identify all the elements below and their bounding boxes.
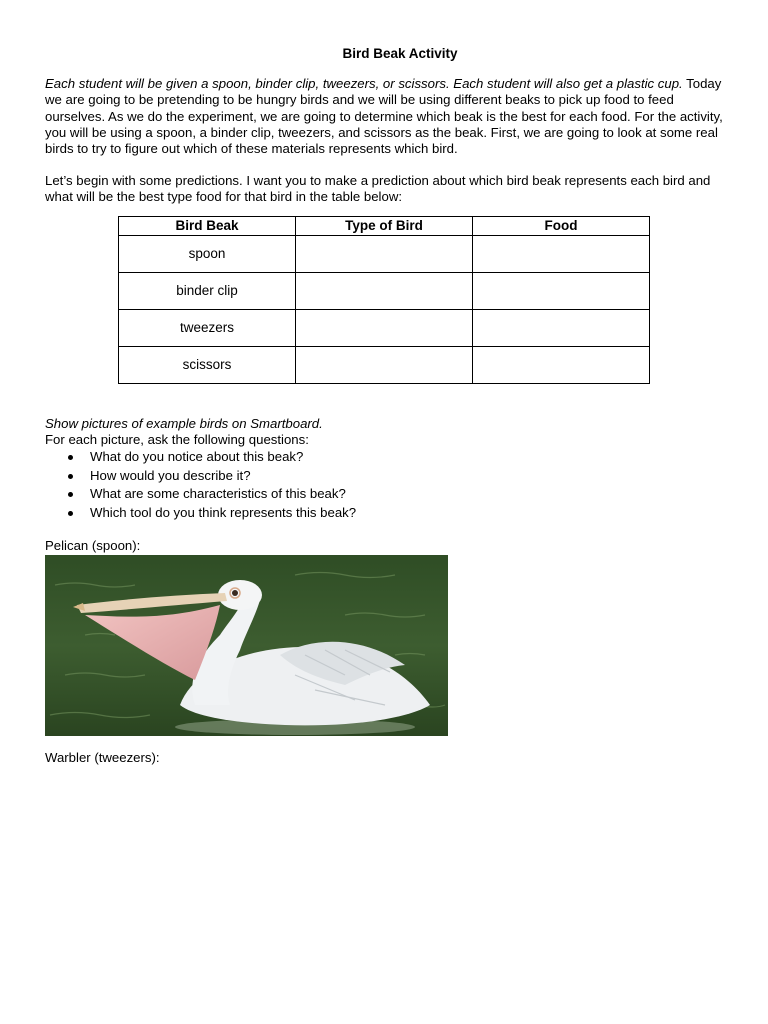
food-cell: [473, 346, 650, 383]
list-item: [90, 485, 725, 504]
question-text: Which tool do you think represents this beak?: [90, 504, 357, 520]
table-row: [119, 309, 650, 346]
document-page: [45, 46, 725, 766]
table-row: [119, 272, 650, 309]
beak-cell: tweezers: [119, 309, 296, 346]
list-item: [90, 467, 725, 486]
table-header-row: [119, 216, 650, 235]
list-item: [90, 504, 725, 523]
bullet-icon: [68, 511, 73, 516]
bullet-icon: [68, 492, 73, 497]
header-type-of-bird: Type of Bird: [296, 216, 473, 235]
header-bird-beak: Bird Beak: [119, 216, 296, 235]
warbler-label: Warbler (tweezers):: [45, 750, 160, 766]
intro-paragraph: [45, 76, 725, 157]
prediction-paragraph: Let’s begin with some predictions. I want you to make a prediction about which bird beak represents each bird and what will be the best type food for that bird in the table below:: [45, 173, 711, 205]
pelican-photo: [45, 555, 448, 736]
show-pictures-text: Show pictures of example birds on Smartboard.: [45, 415, 323, 431]
food-cell: [473, 272, 650, 309]
beak-cell: scissors: [119, 346, 296, 383]
beak-cell: binder clip: [119, 272, 296, 309]
food-cell: [473, 309, 650, 346]
ask-questions-text: For each picture, ask the following questions:: [45, 431, 309, 447]
table-row: [119, 346, 650, 383]
bullet-icon: [68, 474, 73, 479]
list-item: [90, 448, 725, 467]
question-text: How would you describe it?: [90, 467, 251, 483]
table-row: [119, 235, 650, 272]
intro-italic-text: Each student will be given a spoon, binder clip, tweezers, or scissors. Each student will also get a plastic cup.: [45, 76, 683, 92]
intro-body-text: Today we are going to be pretending to be hungry birds and we will be using different beaks to pick up food to feed ourselves. As we do the experiment, we are going to determine which beak is the best for each food. For the activity, you will be using a spoon, a binder clip, tweezers, and scissors as the beak. First, we are going to look at some real birds to try to figure out which of these materials represents which bird.: [45, 76, 723, 157]
bullet-icon: [68, 455, 73, 460]
document-title: Bird Beak Activity: [342, 46, 458, 61]
question-list: [45, 448, 725, 522]
bird-cell: [296, 235, 473, 272]
bird-cell: [296, 346, 473, 383]
bird-cell: [296, 309, 473, 346]
pelican-label: Pelican (spoon):: [45, 538, 141, 554]
header-food: Food: [473, 216, 650, 235]
question-text: What are some characteristics of this beak?: [90, 486, 346, 502]
prediction-table: [118, 216, 650, 384]
beak-cell: spoon: [119, 235, 296, 272]
food-cell: [473, 235, 650, 272]
bird-cell: [296, 272, 473, 309]
question-text: What do you notice about this beak?: [90, 449, 304, 465]
